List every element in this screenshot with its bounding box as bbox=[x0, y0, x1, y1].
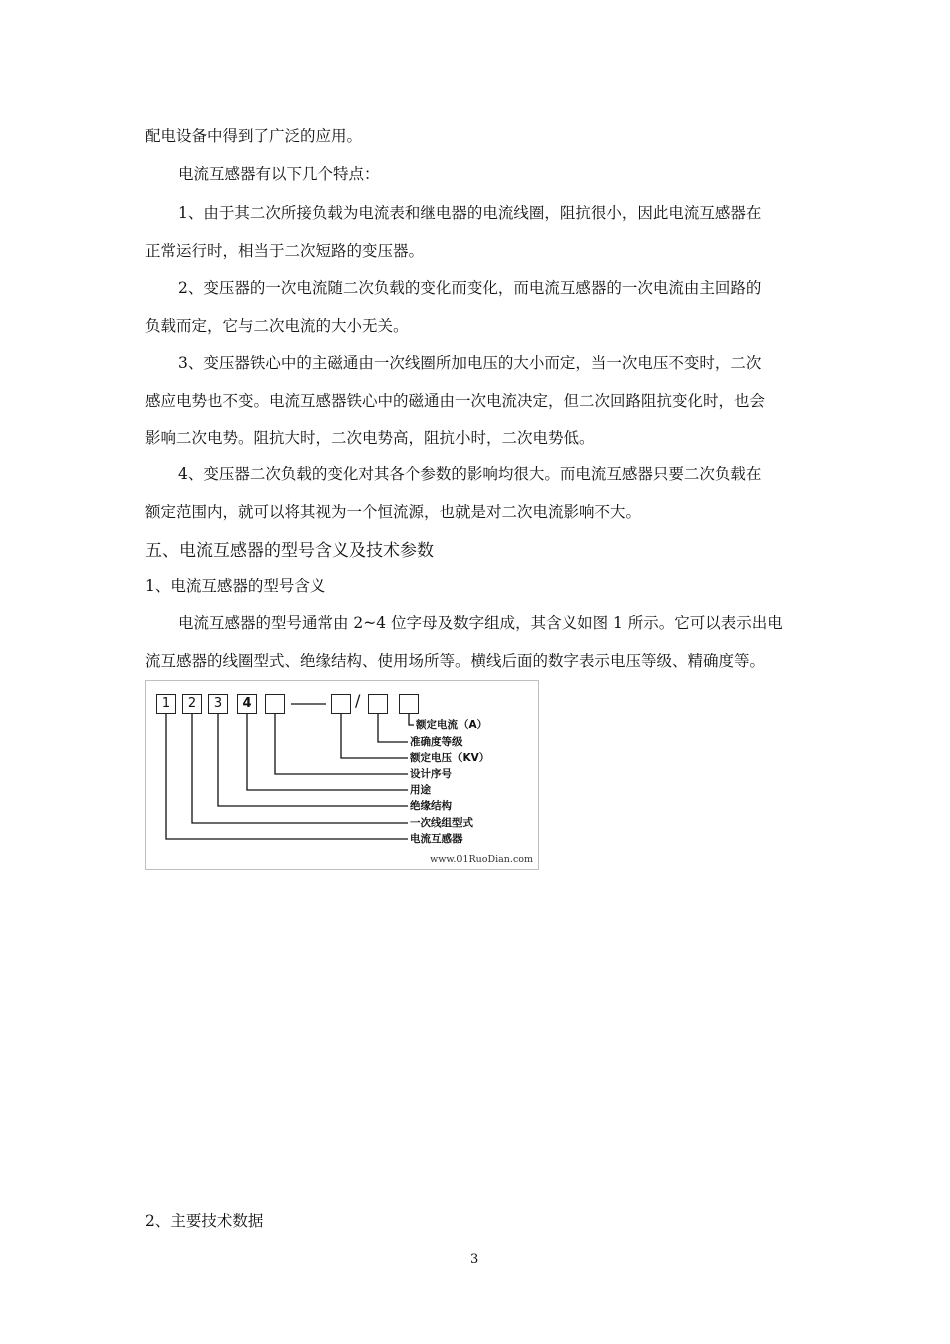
code-box-2: 2 bbox=[182, 694, 202, 714]
paragraph-line: 1、由于其二次所接负载为电流表和继电器的电流线圈，阻抗很小，因此电流互感器在 bbox=[178, 204, 762, 222]
label-rated-current: 额定电流（A） bbox=[416, 719, 488, 731]
paragraph-line: 流互感器的线圈型式、绝缘结构、使用场所等。横线后面的数字表示电压等级、精确度等。 bbox=[145, 652, 766, 670]
subsection-heading: 2、主要技术数据 bbox=[145, 1212, 264, 1230]
slash-separator: / bbox=[355, 691, 361, 710]
paragraph-line: 2、变压器的一次电流随二次负载的变化而变化，而电流互感器的一次电流由主回路的 bbox=[178, 279, 762, 297]
paragraph-line: 额定范围内，就可以将其视为一个恒流源，也就是对二次电流影响不大。 bbox=[145, 503, 642, 521]
paragraph-line: 影响二次电势。阻抗大时，二次电势高，阻抗小时，二次电势低。 bbox=[145, 429, 595, 447]
label-design-serial: 设计序号 bbox=[410, 768, 452, 780]
code-box-7 bbox=[368, 694, 388, 714]
label-winding-type: 一次线组型式 bbox=[410, 817, 473, 829]
label-accuracy-class: 准确度等级 bbox=[410, 736, 463, 748]
paragraph-line: 4、变压器二次负载的变化对其各个参数的影响均很大。而电流互感器只要二次负载在 bbox=[178, 465, 762, 483]
paragraph-line: 正常运行时，相当于二次短路的变压器。 bbox=[145, 242, 425, 260]
paragraph-line: 电流互感器有以下几个特点： bbox=[178, 165, 380, 183]
code-box-1: 1 bbox=[156, 694, 176, 714]
paragraph-line: 负载而定，它与二次电流的大小无关。 bbox=[145, 317, 409, 335]
model-code-figure bbox=[145, 680, 539, 870]
figure-watermark: www.01RuoDian.com bbox=[430, 854, 533, 865]
paragraph-line: 3、变压器铁心中的主磁通由一次线圈所加电压的大小而定，当一次电压不变时，二次 bbox=[178, 354, 762, 372]
label-rated-voltage: 额定电压（KV） bbox=[410, 752, 490, 764]
label-current-transformer: 电流互感器 bbox=[410, 833, 463, 845]
code-box-3: 3 bbox=[208, 694, 228, 714]
page-number: 3 bbox=[470, 1252, 479, 1267]
code-box-8 bbox=[399, 694, 419, 714]
subsection-heading: 1、电流互感器的型号含义 bbox=[145, 577, 326, 595]
label-insulation: 绝缘结构 bbox=[410, 800, 452, 812]
label-usage: 用途 bbox=[410, 784, 431, 796]
paragraph-line: 感应电势也不变。电流互感器铁心中的磁通由一次电流决定，但二次回路阻抗变化时，也会 bbox=[145, 392, 766, 410]
code-box-6 bbox=[331, 694, 351, 714]
paragraph-line: 配电设备中得到了广泛的应用。 bbox=[145, 127, 363, 145]
code-box-4: 4 bbox=[237, 694, 257, 714]
paragraph-line: 电流互感器的型号通常由 2~4 位字母及数字组成，其含义如图 1 所示。它可以表示出电 bbox=[178, 614, 783, 632]
code-box-5 bbox=[265, 694, 285, 714]
section-heading: 五、电流互感器的型号含义及技术参数 bbox=[145, 541, 434, 561]
